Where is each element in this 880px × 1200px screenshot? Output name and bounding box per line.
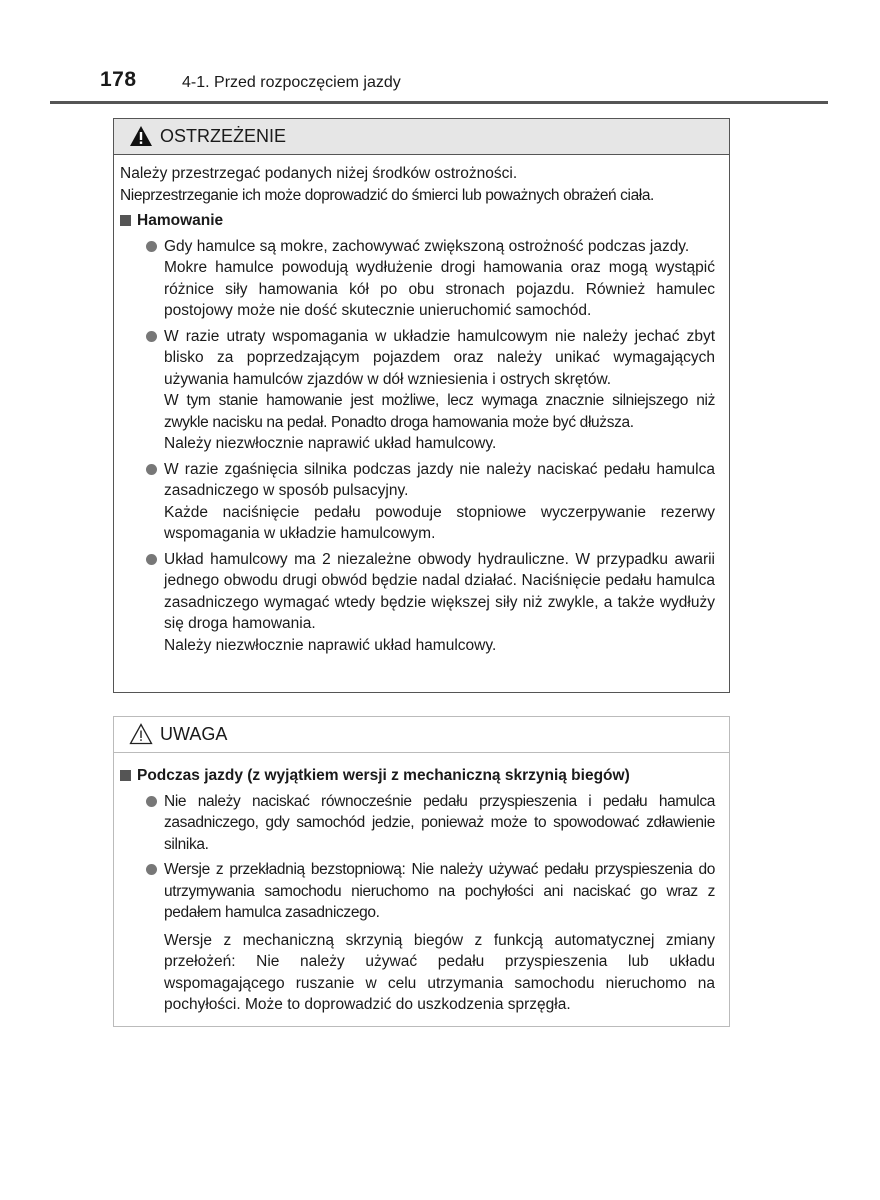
item-continuation-text: Wersje z mechaniczną skrzynią biegów z funkcją automatycznej zmiany przełożeń: Nie należy używać pedału przyspieszenia lub układu wspomagającego ruszanie w celu utrzymania samochodu nieruchomo na pochyłości. Może to doprowadzić do uszkodzenia sprzęgła. [164,931,715,1013]
round-bullet-icon [146,554,157,565]
round-bullet-icon [146,241,157,252]
notice-box [113,716,730,1027]
header-rule [50,101,828,104]
warning-title: OSTRZEŻENIE [160,126,287,146]
item-text: Nie należy naciskać równocześnie pedału przyspieszenia i pedału hamulca zasadniczego, gdy samochód jedzie, ponieważ może to spowodować zdławienie silnika. [164,792,715,853]
list-item [120,859,715,924]
warning-box [113,118,730,693]
round-bullet-icon [146,464,157,475]
section-title: 4-1. Przed rozpoczęciem jazdy [182,74,401,91]
round-bullet-icon [146,864,157,875]
notice-title: UWAGA [160,724,228,744]
notice-body [114,753,729,1016]
warning-intro-line1: Należy przestrzegać podanych niżej środków ostrożności. [120,165,518,182]
item-text: Mokre hamulce powodują wydłużenie drogi hamowania oraz mogą wystąpić różnice siły hamowania kół po obu stronach pojazdu. Również hamulec postojowy może nie dość skutecznie unieruchomić samochód. [164,259,715,319]
item-text: Każde naciśnięcie pedału powoduje stopniowe wyczerpywanie rezerwy wspomagania w układzie hamulcowym. [164,503,715,542]
item-text: Należy niezwłocznie naprawić układ hamulcowy. [164,636,497,654]
page-number: 178 [100,68,137,91]
item-text: Układ hamulcowy ma 2 niezależne obwody hydrauliczne. W przypadku awarii jednego obwodu drugi obwód będzie nadal działać. Naciśnięcie pedału hamulca zasadniczego wymagać wtedy będzie większej siły niż zwykle, a także wydłuży się droga hamowania. [164,550,715,632]
item-text: W tym stanie hamowanie jest możliwe, lecz wymaga znacznie silniejszego niż zwykle nacisku na pedał. Ponadto droga hamowania może być dłuższa. [164,392,715,431]
list-item [120,326,715,455]
item-text: Gdy hamulce są mokre, zachowywać zwiększoną ostrożność podczas jazdy. [164,237,690,255]
square-marker-icon [120,770,131,781]
list-item [120,791,715,856]
item-text: W razie utraty wspomagania w układzie hamulcowym nie należy jechać zbyt blisko za poprzedzającym pojazdem oraz należy unikać wymagających używania hamulców zjazdów w dół wzniesienia i ostrych skrętów. [164,327,715,388]
warning-header [114,119,729,155]
item-text: Należy niezwłocznie naprawić układ hamulcowy. [164,435,497,452]
item-text: Wersje z przekładnią bezstopniową: Nie należy używać pedału przyspieszenia do utrzymywania samochodu nieruchomo na pochyłości ani naciskać go wraz z pedałem hamulca zasadniczego. [164,861,715,921]
warning-body [114,155,729,656]
round-bullet-icon [146,796,157,807]
list-item [120,459,715,545]
subhead-driving [120,765,715,787]
list-item [120,236,715,322]
item-text: W razie zgaśnięcia silnika podczas jazdy nie należy naciskać pedału hamulca zasadniczego w sposób pulsacyjny. [164,460,715,499]
subhead-driving-label: Podczas jazdy (z wyjątkiem wersji z mechaniczną skrzynią biegów) [137,767,630,784]
caution-triangle-outline-icon [129,723,153,745]
subhead-braking-label: Hamowanie [137,212,224,229]
warning-intro-line2: Nieprzestrzeganie ich może doprowadzić do śmierci lub poważnych obrażeń ciała. [120,186,654,204]
list-item [120,549,715,657]
round-bullet-icon [146,331,157,342]
square-marker-icon [120,215,131,226]
subhead-braking [120,210,715,232]
warning-triangle-icon [129,125,153,147]
notice-header [114,717,729,753]
page-header [100,68,830,104]
